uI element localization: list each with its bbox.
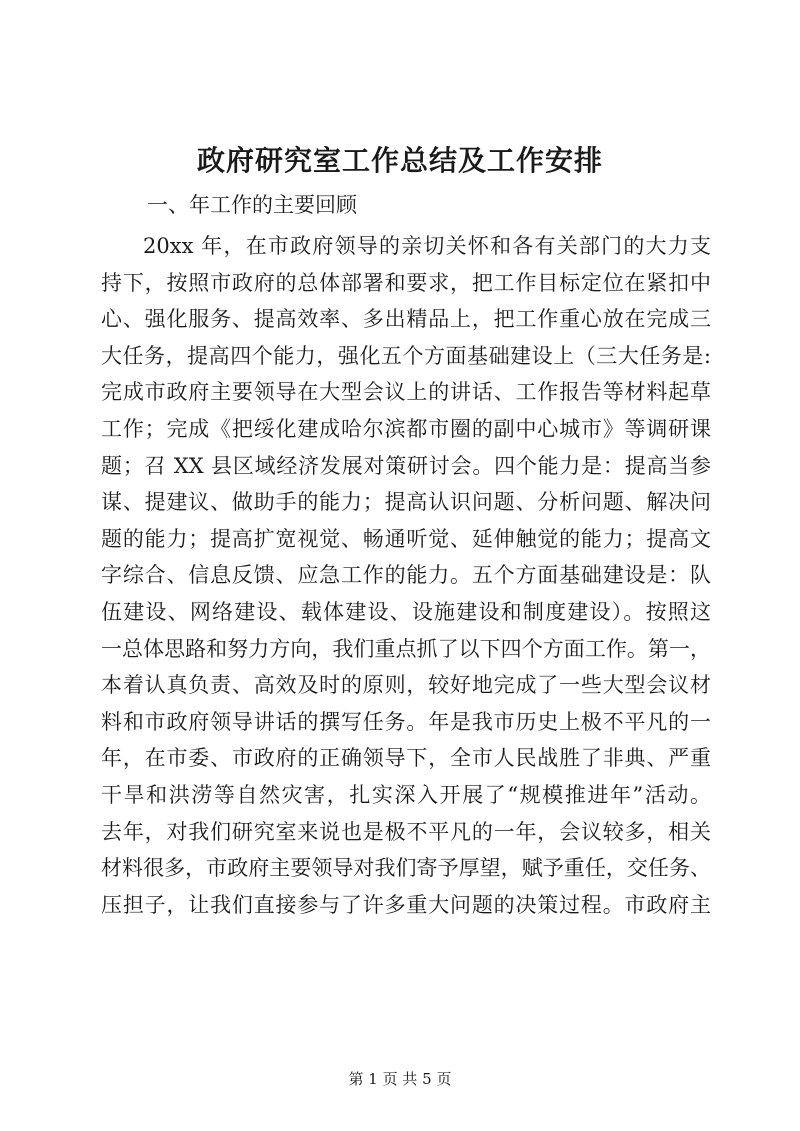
section-heading: 一、年工作的主要回顾	[147, 193, 357, 217]
text-line: 题的能力；提高扩宽视觉、畅通听觉、延伸触觉的能力；提高文	[101, 526, 711, 551]
text-line: 20xx 年，在市政府领导的亲切关怀和各有关部门的大力支	[143, 234, 711, 258]
text-line: 料和市政府领导讲话的撰写任务。年是我市历史上极不平凡的一	[101, 709, 711, 734]
text-line: 谋、提建议、做助手的能力；提高认识问题、分析问题、解决问	[101, 490, 711, 515]
text-line: 完成市政府主要领导在大型会议上的讲话、工作报告等材料起草	[101, 380, 711, 405]
text-line: 年，在市委、市政府的正确领导下，全市人民战胜了非典、严重	[101, 746, 711, 771]
text-line: 材料很多，市政府主要领导对我们寄予厚望，赋予重任，交任务、	[101, 856, 711, 881]
text-line: 题；召 XX 县区域经济发展对策研讨会。四个能力是：提高当参	[101, 453, 711, 478]
text-line: 压担子，让我们直接参与了许多重大问题的决策过程。市政府主	[101, 892, 711, 917]
text-line: 一总体思路和努力方向，我们重点抓了以下四个方面工作。第一，	[101, 636, 711, 661]
text-line: 持下，按照市政府的总体部署和要求，把工作目标定位在紧扣中	[101, 270, 711, 295]
text-line: 去年，对我们研究室来说也是极不平凡的一年，会议较多，相关	[101, 819, 711, 844]
page-footer: 第 1 页 共 5 页	[348, 1070, 452, 1088]
text-line: 本着认真负责、高效及时的原则，较好地完成了一些大型会议材	[101, 673, 711, 698]
document-title: 政府研究室工作总结及工作安排	[196, 144, 603, 177]
text-line: 字综合、信息反馈、应急工作的能力。五个方面基础建设是：队	[101, 563, 711, 588]
text-line: 大任务，提高四个能力，强化五个方面基础建设上（三大任务是:	[101, 343, 711, 368]
text-line: 干旱和洪涝等自然灾害，扎实深入开展了“规模推进年”活动。	[101, 782, 711, 807]
text-line: 工作；完成《把绥化建成哈尔滨都市圈的副中心城市》等调研课	[101, 416, 711, 441]
text-line: 伍建设、网络建设、载体建设、设施建设和制度建设）。按照这	[101, 599, 711, 624]
text-line: 心、强化服务、提高效率、多出精品上，把工作重心放在完成三	[101, 307, 711, 332]
body-paragraph	[101, 228, 711, 923]
